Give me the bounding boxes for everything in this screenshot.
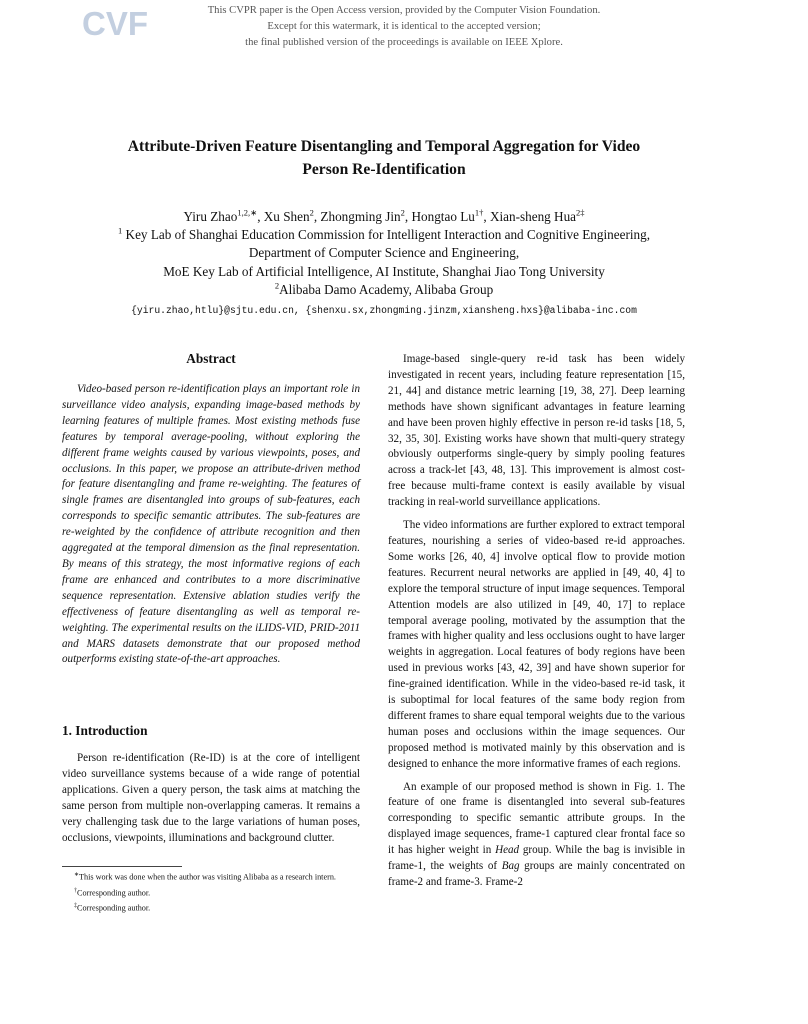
paragraph — [388, 780, 685, 891]
paragraph-text: group. While the bag is invisible in frame-1, the weights of — [388, 844, 685, 873]
footnote-divider — [62, 866, 182, 867]
footnote-text: Corresponding author. — [77, 903, 151, 913]
author-marks: 1† — [474, 207, 484, 218]
cvf-logo-text: CVF — [82, 5, 148, 42]
author-block — [30, 208, 738, 318]
author-name: Xian-sheng Hua — [489, 209, 577, 224]
abstract-heading: Abstract — [186, 351, 236, 366]
author-name: Zhongming Jin — [320, 209, 401, 224]
author-marks: 2 — [400, 207, 405, 218]
title-line: Attribute-Driven Feature Disentangling and Temporal Aggregation for Video — [127, 138, 641, 155]
affiliation-1-lab: MoE Key Lab of Artificial Intelligence, AI Institute, Shanghai Jiao Tong University — [163, 263, 605, 279]
author-name: Xu Shen — [263, 209, 310, 224]
author-marks: 1,2,∗ — [237, 207, 258, 218]
emphasis-term: Bag — [501, 860, 520, 873]
author-name: Hongtao Lu — [411, 209, 475, 224]
section-heading-introduction: 1. Introduction — [62, 723, 148, 738]
author-list: Yiru Zhao$^{1,2,∗}$, Xu Shen$^2$, Zhongming Jin$^2$, Hongtao $Lu^{1\dagger}$, Xian-sheng Hua$^{2\ddagger}$ — [183, 207, 585, 224]
affiliation-1-dept: Department of Computer Science and Engineering, — [248, 245, 520, 261]
watermark-line: Except for this watermark, it is identical to the accepted version; — [267, 21, 541, 32]
affiliation-2 — [30, 281, 738, 299]
introduction-body — [62, 751, 360, 846]
footnote-text: Corresponding author. — [77, 888, 151, 898]
footnote — [62, 900, 360, 916]
emphasis-term: Head — [495, 844, 520, 857]
footnote — [62, 869, 360, 885]
footnotes — [62, 869, 360, 916]
footnote-mark: ∗ — [74, 872, 80, 878]
affiliation-mark: 1 — [118, 225, 123, 236]
watermark-line: This CVPR paper is the Open Access version, provided by the Computer Vision Foundation. — [207, 5, 601, 16]
paper-title — [40, 135, 728, 181]
footnote-text: This work was done when the author was visiting Alibaba as a research intern. — [79, 872, 336, 882]
author-marks: 2 — [309, 207, 314, 218]
paragraph: The video informations are further explored to extract temporal features, nourishing a series of video-based re-id approaches. Some works [26, 40, 4] involve optical flow to provide motion features. Recurrent neural networks are applied in [49, 40, 4] to explore the temporal structure of input image sequences. Temporal Attention models are also utilized in [49, 40, 17] to replace temporal average pooling, motivated by the assumption that the frames with higher quality and less occlusions ought to have larger weights in aggregation. Local features of body regions have been used in previous works [43, 42, 39] and have shown superior for fine-grained identification. While in the video-based re-id task, it is suboptimal for local features of the same body region from different frames to share equal temporal weights due to the various human poses and occlusions within the image sequences. Our proposed method is motivated mainly by this observation and is designed to enhance the more informative frames of each regions. — [388, 519, 685, 770]
footnote-mark: ‡ — [74, 903, 77, 910]
author-name: Yiru Zhao — [183, 209, 238, 224]
author-emails: {yiru.zhao,htlu}@sjtu.edu.cn, {shenxu.sx,zhongming.jinzm,xiansheng.hxs}@alibaba-inc.com — [131, 305, 637, 317]
abstract-body — [62, 382, 360, 668]
affiliation-mark: 2 — [274, 280, 280, 291]
footnote-mark: † — [74, 887, 77, 894]
affiliation-text: Key Lab of Shanghai Education Commission for Intelligent Interaction and Cognitive Engineering, — [125, 227, 650, 243]
abstract-text: Video-based person re-identification plays an important role in surveillance video analysis, expanding image-based methods by learning features of multiple frames. Most existing methods fuse features by temporal average-pooling, without exploring the different frame weights caused by various viewpoints, poses, and occlusions. In this paper, we propose an attribute-driven method for feature disentangling and frame re-weighting. The features of single frames are disentangled into groups of sub-features, each corresponds to specific semantic attributes. The sub-features are re-weighted by the confidence of attribute recognition and then aggregated at the temporal dimension as the final representation. By means of this strategy, the most informative regions of each frame are enhanced and contributes to a more discriminative sequence representation. Extensive ablation studies verify the effectiveness of feature disentangling as well as temporal re-weighting. The experimental results on the iLIDS-VID, PRID-2011 and MARS datasets demonstrate that our proposed method outperforms existing state-of-the-art approaches. — [62, 383, 360, 666]
open-access-watermark — [0, 3, 808, 51]
title-line: Person Re-Identification — [302, 161, 466, 178]
affiliation-text: Alibaba Damo Academy, Alibaba Group — [279, 281, 494, 297]
paragraph-text: An example of our proposed method is shown in Fig. 1. The feature of one frame is disentangled into several sub-features corresponding to specific semantic attribute groups. In the displayed image sequences, frame-1 captured clear frontal face so it has higher weight in — [388, 780, 685, 857]
affiliation-1 — [30, 226, 738, 244]
author-marks: 2‡ — [576, 207, 585, 218]
right-column-body — [388, 352, 685, 891]
paragraph: Image-based single-query re-id task has been widely investigated in recent years, including feature representation [15, 21, 44] and distance metric learning [19, 38, 27]. Deep learning methods have shown significant advantages in feature learning and have been proven highly effective in person re-id tasks [18, 5, 32, 35, 30]. Existing works have shown that multi-query strategy obviously outperforms single-query by simply pooling features across a track-let [43, 48, 13]. This improvement is almost cost-free because multi-frame context is easily available by visual tracking in real-world surveillance applications. — [388, 353, 685, 509]
paragraph: Person re-identification (Re-ID) is at the core of intelligent video surveillance systems because of a wide range of potential applications. Given a query person, the task aims at matching the same person from multiple non-overlapping cameras. It remains a very challenging task due to the large variations of human poses, occlusions, viewpoints, illuminations and background clutter. — [62, 752, 360, 844]
paragraph-text: groups are mainly concentrated on frame-2 and frame-3. Frame-2 — [388, 860, 685, 888]
watermark-line: the final published version of the proceedings is available on IEEE Xplore. — [245, 37, 563, 48]
footnote — [62, 885, 360, 901]
